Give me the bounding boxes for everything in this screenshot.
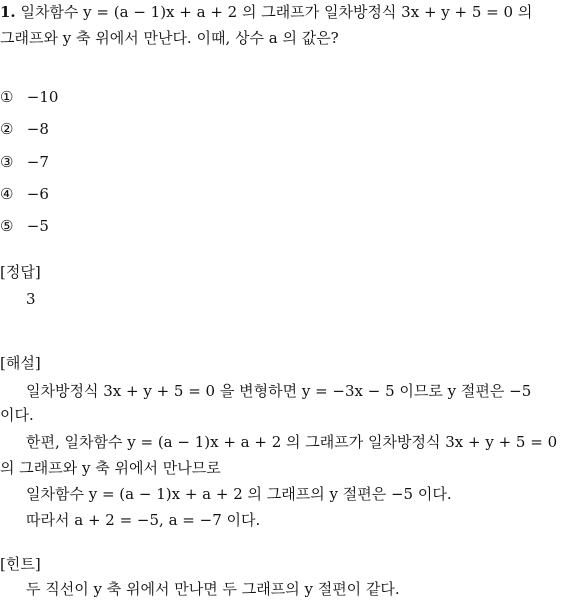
choice-value: −10 <box>26 88 59 106</box>
answer-title: [정답] <box>0 263 41 281</box>
choice-marker: ⑤ <box>0 217 14 235</box>
choice-marker: ② <box>0 120 14 138</box>
choice-marker: ④ <box>0 185 14 203</box>
question-text-line-1: 일차함수 y = (a − 1)x + a + 2 의 그래프가 일차방정식 3x + y + 5 = 0 의 <box>20 3 533 21</box>
choice-value: −7 <box>26 153 49 171</box>
explanation-title: [해설] <box>0 354 41 372</box>
question-text-line-2: 그래프와 y 축 위에서 만난다. 이때, 상수 a 의 값은? <box>0 29 339 47</box>
choice-4 <box>0 184 49 204</box>
explanation-line: 이다. <box>0 406 34 424</box>
choice-value: −8 <box>26 120 49 138</box>
choice-value: −5 <box>26 217 49 235</box>
explanation-line: 한편, 일차함수 y = (a − 1)x + a + 2 의 그래프가 일차방정식 3x + y + 5 = 0 <box>26 433 558 451</box>
explanation-line: 따라서 a + 2 = −5, a = −7 이다. <box>26 511 261 529</box>
choice-2 <box>0 119 49 139</box>
choice-3 <box>0 152 49 172</box>
choice-1 <box>0 87 58 107</box>
choice-value: −6 <box>26 185 49 203</box>
explanation-line: 일차함수 y = (a − 1)x + a + 2 의 그래프의 y 절편은 −5 이다. <box>26 485 452 503</box>
hint-title: [힌트] <box>0 555 41 573</box>
choice-marker: ③ <box>0 153 14 171</box>
choice-5 <box>0 216 49 236</box>
question-line-2 <box>0 28 339 48</box>
explanation-line: 일차방정식 3x + y + 5 = 0 을 변형하면 y = −3x − 5 이므로 y 절편은 −5 <box>26 382 532 400</box>
question-line-1 <box>0 2 532 22</box>
hint-text: 두 직선이 y 축 위에서 만나면 두 그래프의 y 절편이 같다. <box>26 580 400 598</box>
choice-marker: ① <box>0 88 14 106</box>
question-number: 1. <box>0 3 16 21</box>
answer-value: 3 <box>26 290 36 308</box>
explanation-line: 의 그래프와 y 축 위에서 만나므로 <box>0 459 221 477</box>
